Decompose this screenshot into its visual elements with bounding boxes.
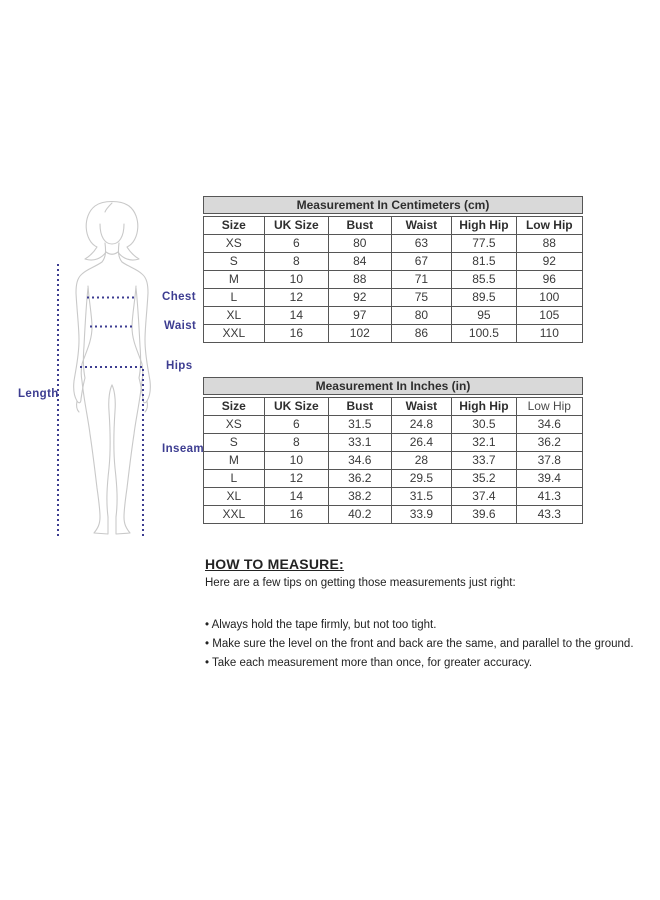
table-cell: 8 [264, 253, 328, 271]
inches-size-table [203, 397, 583, 524]
column-header: Low Hip [516, 398, 582, 416]
table-cell: 37.4 [452, 488, 516, 506]
table-cell: XXL [204, 506, 265, 524]
table-cell: 24.8 [391, 416, 452, 434]
table-cell: 29.5 [391, 470, 452, 488]
table-cell: 77.5 [452, 235, 516, 253]
column-header: Low Hip [516, 217, 582, 235]
table-row [204, 325, 583, 343]
table-cell: 16 [264, 325, 328, 343]
table-cell: 97 [329, 307, 392, 325]
table-cell: S [204, 434, 265, 452]
table-cell: 6 [264, 235, 328, 253]
table-cell: XXL [204, 325, 265, 343]
hips-label: Hips [166, 360, 193, 372]
inseam-label: Inseam [162, 443, 205, 455]
table-cell: L [204, 289, 265, 307]
table-row [204, 506, 583, 524]
table-cell: 36.2 [516, 434, 582, 452]
table-cell: 71 [391, 271, 452, 289]
column-header: Size [204, 398, 265, 416]
table-cell: 102 [329, 325, 392, 343]
table-cell: 38.2 [329, 488, 392, 506]
table-cell: XS [204, 416, 265, 434]
body-figure-illustration [55, 196, 170, 541]
chest-label: Chest [162, 291, 196, 303]
table-cell: S [204, 253, 265, 271]
length-label: Length [18, 388, 59, 400]
table-cell: 88 [516, 235, 582, 253]
table-cell: 30.5 [452, 416, 516, 434]
table-cell: 12 [264, 470, 328, 488]
measuring-tip: • Always hold the tape firmly, but not too tight. [205, 616, 655, 635]
table-cell: 43.3 [516, 506, 582, 524]
table-row [204, 271, 583, 289]
measuring-tip: • Make sure the level on the front and back are the same, and parallel to the ground. [205, 635, 655, 654]
table-cell: 96 [516, 271, 582, 289]
table-row [204, 253, 583, 271]
table-cell: 80 [329, 235, 392, 253]
table-cell: 12 [264, 289, 328, 307]
table-cell: 81.5 [452, 253, 516, 271]
table-cell: 110 [516, 325, 582, 343]
table-cell: 31.5 [329, 416, 392, 434]
column-header: UK Size [264, 398, 328, 416]
table-row [204, 235, 583, 253]
table-row [204, 307, 583, 325]
table-cell: 10 [264, 271, 328, 289]
column-header: Waist [391, 217, 452, 235]
table-cell: 92 [329, 289, 392, 307]
table-cell: 10 [264, 452, 328, 470]
header-row [204, 217, 583, 235]
table-cell: L [204, 470, 265, 488]
table-row [204, 452, 583, 470]
cm-table-title: Measurement In Centimeters (cm) [203, 196, 583, 214]
column-header: Waist [391, 398, 452, 416]
inches-size-table-section [203, 377, 583, 524]
table-cell: 35.2 [452, 470, 516, 488]
table-cell: 84 [329, 253, 392, 271]
how-to-measure-section [205, 556, 655, 673]
column-header: Bust [329, 398, 392, 416]
table-cell: 16 [264, 506, 328, 524]
measuring-tips-list [205, 616, 655, 673]
table-cell: 28 [391, 452, 452, 470]
table-cell: 14 [264, 488, 328, 506]
table-cell: 80 [391, 307, 452, 325]
table-cell: 8 [264, 434, 328, 452]
table-cell: XL [204, 488, 265, 506]
table-cell: 40.2 [329, 506, 392, 524]
table-cell: 31.5 [391, 488, 452, 506]
column-header: Bust [329, 217, 392, 235]
inches-table-title: Measurement In Inches (in) [203, 377, 583, 395]
measuring-tip: • Take each measurement more than once, for greater accuracy. [205, 654, 655, 673]
table-row [204, 434, 583, 452]
waist-label: Waist [164, 320, 197, 332]
how-to-measure-intro: Here are a few tips on getting those measurements just right: [205, 577, 516, 589]
table-cell: 37.8 [516, 452, 582, 470]
cm-size-table [203, 216, 583, 343]
table-cell: 86 [391, 325, 452, 343]
table-cell: 6 [264, 416, 328, 434]
table-cell: 26.4 [391, 434, 452, 452]
table-cell: XS [204, 235, 265, 253]
table-row [204, 289, 583, 307]
table-cell: 85.5 [452, 271, 516, 289]
table-cell: M [204, 452, 265, 470]
table-cell: 32.1 [452, 434, 516, 452]
table-row [204, 488, 583, 506]
table-cell: 88 [329, 271, 392, 289]
table-cell: XL [204, 307, 265, 325]
table-row [204, 470, 583, 488]
column-header: Size [204, 217, 265, 235]
column-header: UK Size [264, 217, 328, 235]
table-cell: 92 [516, 253, 582, 271]
table-cell: 63 [391, 235, 452, 253]
table-row [204, 416, 583, 434]
table-cell: 34.6 [329, 452, 392, 470]
column-header: High Hip [452, 398, 516, 416]
table-cell: 33.9 [391, 506, 452, 524]
table-cell: 39.4 [516, 470, 582, 488]
table-cell: 34.6 [516, 416, 582, 434]
table-cell: 41.3 [516, 488, 582, 506]
table-cell: 67 [391, 253, 452, 271]
cm-size-table-section [203, 196, 583, 343]
table-cell: 75 [391, 289, 452, 307]
table-cell: 33.7 [452, 452, 516, 470]
table-cell: 36.2 [329, 470, 392, 488]
table-cell: 14 [264, 307, 328, 325]
table-cell: 100 [516, 289, 582, 307]
how-to-measure-heading: HOW TO MEASURE: [205, 556, 344, 572]
table-cell: 33.1 [329, 434, 392, 452]
table-cell: M [204, 271, 265, 289]
table-cell: 39.6 [452, 506, 516, 524]
table-cell: 100.5 [452, 325, 516, 343]
table-cell: 89.5 [452, 289, 516, 307]
header-row [204, 398, 583, 416]
column-header: High Hip [452, 217, 516, 235]
table-cell: 95 [452, 307, 516, 325]
table-cell: 105 [516, 307, 582, 325]
